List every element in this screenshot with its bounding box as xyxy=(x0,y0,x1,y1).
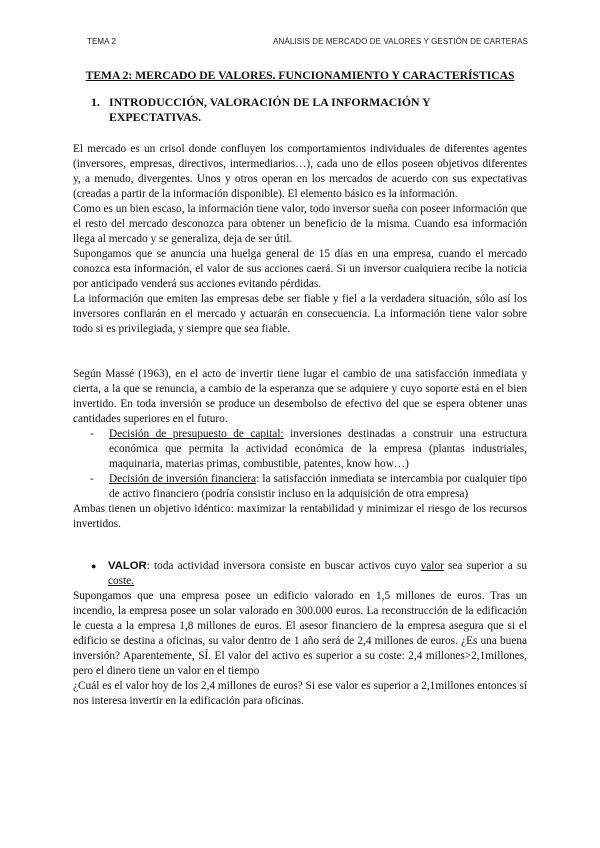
paragraph: El mercado es un crisol donde confluyen los comportamientos individuales de diferentes agentes (inversores, empresas, directivos, intermediarios…), cada uno de ellos poseen objetivos diferentes y, a menudo, divergentes. Unos y otros operan en los mercados de acuerdo con sus expectativas (creadas a partir de la información disponible). El elemento básico es la información. xyxy=(73,143,527,200)
coste-word: coste. xyxy=(108,575,135,587)
paragraph: Supongamos que se anuncia una huelga general de 15 días en una empresa, cuando el mercado conozca esta información, el valor de sus acciones caerá. Si un inversor cualquiera recibe la noticia por anticipado venderá sus acciones evitando pérdidas. xyxy=(73,248,527,290)
valor-definition xyxy=(108,559,527,589)
section-heading xyxy=(73,95,527,125)
dash-marker: - xyxy=(90,473,94,485)
valor-word: valor xyxy=(420,560,444,572)
decision-list xyxy=(73,427,527,502)
term-description: : la satisfacción inmediata se intercambia por cualquier tipo de activo financiero (podría consistir incluso en la adquisición de otra empresa) xyxy=(109,473,527,500)
valor-text-2: sea superior a su xyxy=(443,560,527,572)
valor-text-1: : toda actividad inversora consiste en buscar activos cuyo xyxy=(146,560,421,572)
list-item-body xyxy=(109,427,527,472)
term-underlined: Decisión de presupuesto de capital: xyxy=(109,428,284,440)
list-item xyxy=(90,472,527,502)
dash-marker: - xyxy=(90,428,94,440)
section-number: 1. xyxy=(91,95,100,109)
paragraph: Ambas tienen un objetivo idéntico: maximizar la rentabilidad y minimizar el riesgo de los recursos invertidos. xyxy=(73,503,527,530)
page-header xyxy=(87,37,528,49)
document-title: TEMA 2: MERCADO DE VALORES. FUNCIONAMIENTO Y CARACTERÍSTICAS xyxy=(85,69,515,82)
header-course-title: ANÁLISIS DE MERCADO DE VALORES Y GESTIÓN DE CARTERAS xyxy=(273,37,528,46)
valor-label: VALOR xyxy=(108,560,147,572)
list-item xyxy=(90,427,527,472)
bullet-icon: ● xyxy=(91,561,97,571)
paragraph: Supongamos que una empresa posee un edificio valorado en 1,5 millones de euros. Tras un incendio, la empresa posee un solar valorado en 300.000 euros. La reconstrucción de la edificación le cuesta a la empresa 1,8 millones de euros. El asesor financiero de la empresa asegura que si el edificio se destina a oficinas, su valor dentro de 1 año será de 2,4 millones de euros. ¿Es una buena inversión? Aparentemente, SÍ. El valor del activo es superior a su coste: 2,4 millones>2,1millones, pero el dinero tiene un valor en el tiempo xyxy=(73,590,527,677)
valor-bullet xyxy=(73,559,527,589)
list-item-body xyxy=(109,472,527,502)
document-body xyxy=(73,68,527,709)
paragraph: Según Massé (1963), en el acto de invertir tiene lugar el cambio de una satisfacción inmediata y cierta, a la que se renuncia, a cambio de la esperanza que se adquiere y cuyo soporte está en el bien invertido. En toda inversión se produce un desembolso de efectivo del que se espera obtener unas cantidades superiores en el futuro. xyxy=(73,368,527,425)
term-underlined: Decisión de inversión financiera xyxy=(109,473,257,485)
paragraph: La información que emiten las empresas debe ser fiable y fiel a la verdadera situación, sólo así los inversores confiarán en el mercado y actuarán en consecuencia. La información tiene valor sobre todo si es privilegiada, y siempre que sea fiable. xyxy=(73,293,527,335)
term-description: inversiones destinadas a construir una estructura económica que permita la actividad económica de la empresa (plantas industriales, maquinaria, materias primas, combustible, patentes, know how…) xyxy=(109,428,527,470)
paragraph: Como es un bien escaso, la información tiene valor, todo inversor sueña con poseer información que el resto del mercado desconozca para obtener un beneficio de la misma. Cuando esa información llega al mercado y se generaliza, deja de ser útil. xyxy=(73,203,527,245)
header-chapter: TEMA 2 xyxy=(87,37,117,46)
section-title-line1: INTRODUCCIÓN, VALORACIÓN DE LA INFORMACIÓN Y xyxy=(109,95,431,109)
paragraph: ¿Cuál es el valor hoy de los 2,4 millones de euros? Si ese valor es superior a 2,1millones entonces sí nos interesa invertir en la edificación para oficinas. xyxy=(73,680,527,707)
section-title-line2: EXPECTATIVAS. xyxy=(109,110,202,124)
section-title xyxy=(109,95,431,125)
